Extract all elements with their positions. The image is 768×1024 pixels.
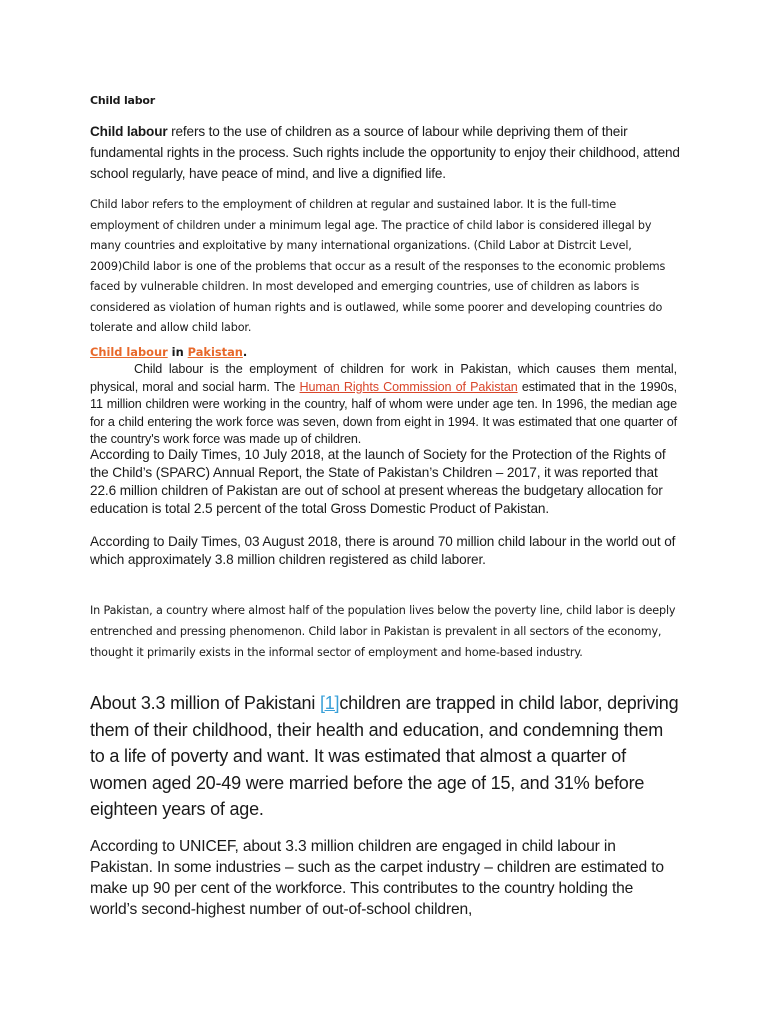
paragraph-text: About 3.3 million of Pakistani: [90, 693, 320, 713]
paragraph-definition: [90, 122, 682, 184]
pakistan-link[interactable]: Pakistan: [187, 345, 243, 359]
section-heading-middle: in: [167, 345, 188, 359]
section-heading-end: .: [242, 345, 248, 359]
paragraph-text: estimated that in the 1990s, 11 million children were working in the country, half of whom were under age ten. In 1996, the median age for a child entering the work force was seven, down from eight in 1994. It was estimated that one quarter of the country's work force was made up of children.: [90, 379, 677, 447]
paragraph-text: Child labour is the employment of children for work in Pakistan, which causes them mental, physical, moral and social harm. The: [90, 362, 677, 394]
hrcp-link[interactable]: Human Rights Commission of Pakistan: [299, 379, 518, 394]
child-labour-link[interactable]: Child labour: [90, 345, 168, 359]
reference-link[interactable]: [1]: [319, 693, 340, 713]
bold-term: Child labour: [90, 124, 168, 139]
paragraph-text: refers to the use of children as a source of labour while depriving them of their fundamental rights in the process. Such rights include the opportunity to enjoy their childhood, attend school regularly, have peace of mind, and live a dignified life.: [90, 124, 680, 181]
document-heading: Child labor: [90, 94, 155, 107]
paragraph-text: children are trapped in child labor, depriving them of their childhood, their health and education, and condemning them to a life of poverty and want. It was estimated that almost a quarter of women aged 20-49 were married before the age of 15, and 31% before eighteen years of age.: [90, 693, 679, 819]
paragraph-employment: Child labor refers to the employment of children at regular and sustained labor. It is the full-time employment of children under a minimum legal age. The practice of child labor is considered illegal by many countries and exploitative by many international organizations. (Child Labor at Distrcit Level, 2009)Child labor is one of the problems that occur as a result of the responses to the economic problems faced by vulnerable children. In most developed and emerging countries, use of children as labors is considered as violation of human rights and is outlawed, while some poorer and developing countries do tolerate and allow child labor.: [90, 198, 666, 334]
paragraph-daily-times-august: According to Daily Times, 03 August 2018, there is around 70 million child labour in the world out of which approximately 3.8 million children registered as child laborer.: [90, 534, 676, 567]
paragraph-statistics: [90, 690, 680, 823]
paragraph-daily-times-july: According to Daily Times, 10 July 2018, at the launch of Society for the Protection of the Rights of the Child’s (SPARC) Annual Report, the State of Pakistan’s Children – 2017, it was reported that 22.6 million children of Pakistan are out of school at present whereas the budgetary allocation for education is total 2.5 percent of the total Gross Domestic Product of Pakistan.: [90, 447, 666, 516]
paragraph-unicef: According to UNICEF, about 3.3 million children are engaged in child labour in Pakistan. In some industries – such as the carpet industry – children are estimated to make up 90 per cent of the workforce. This contributes to the country holding the world’s second-highest number of out-of-school children,: [90, 838, 664, 918]
section-heading: [90, 345, 247, 359]
paragraph-pakistan-overview: [90, 361, 677, 449]
paragraph-poverty: In Pakistan, a country where almost half of the population lives below the poverty line, child labor is deeply entrenched and pressing phenomenon. Child labor in Pakistan is prevalent in all sectors of the economy, thought it primarily exists in the informal sector of employment and home-based industry.: [90, 604, 676, 659]
